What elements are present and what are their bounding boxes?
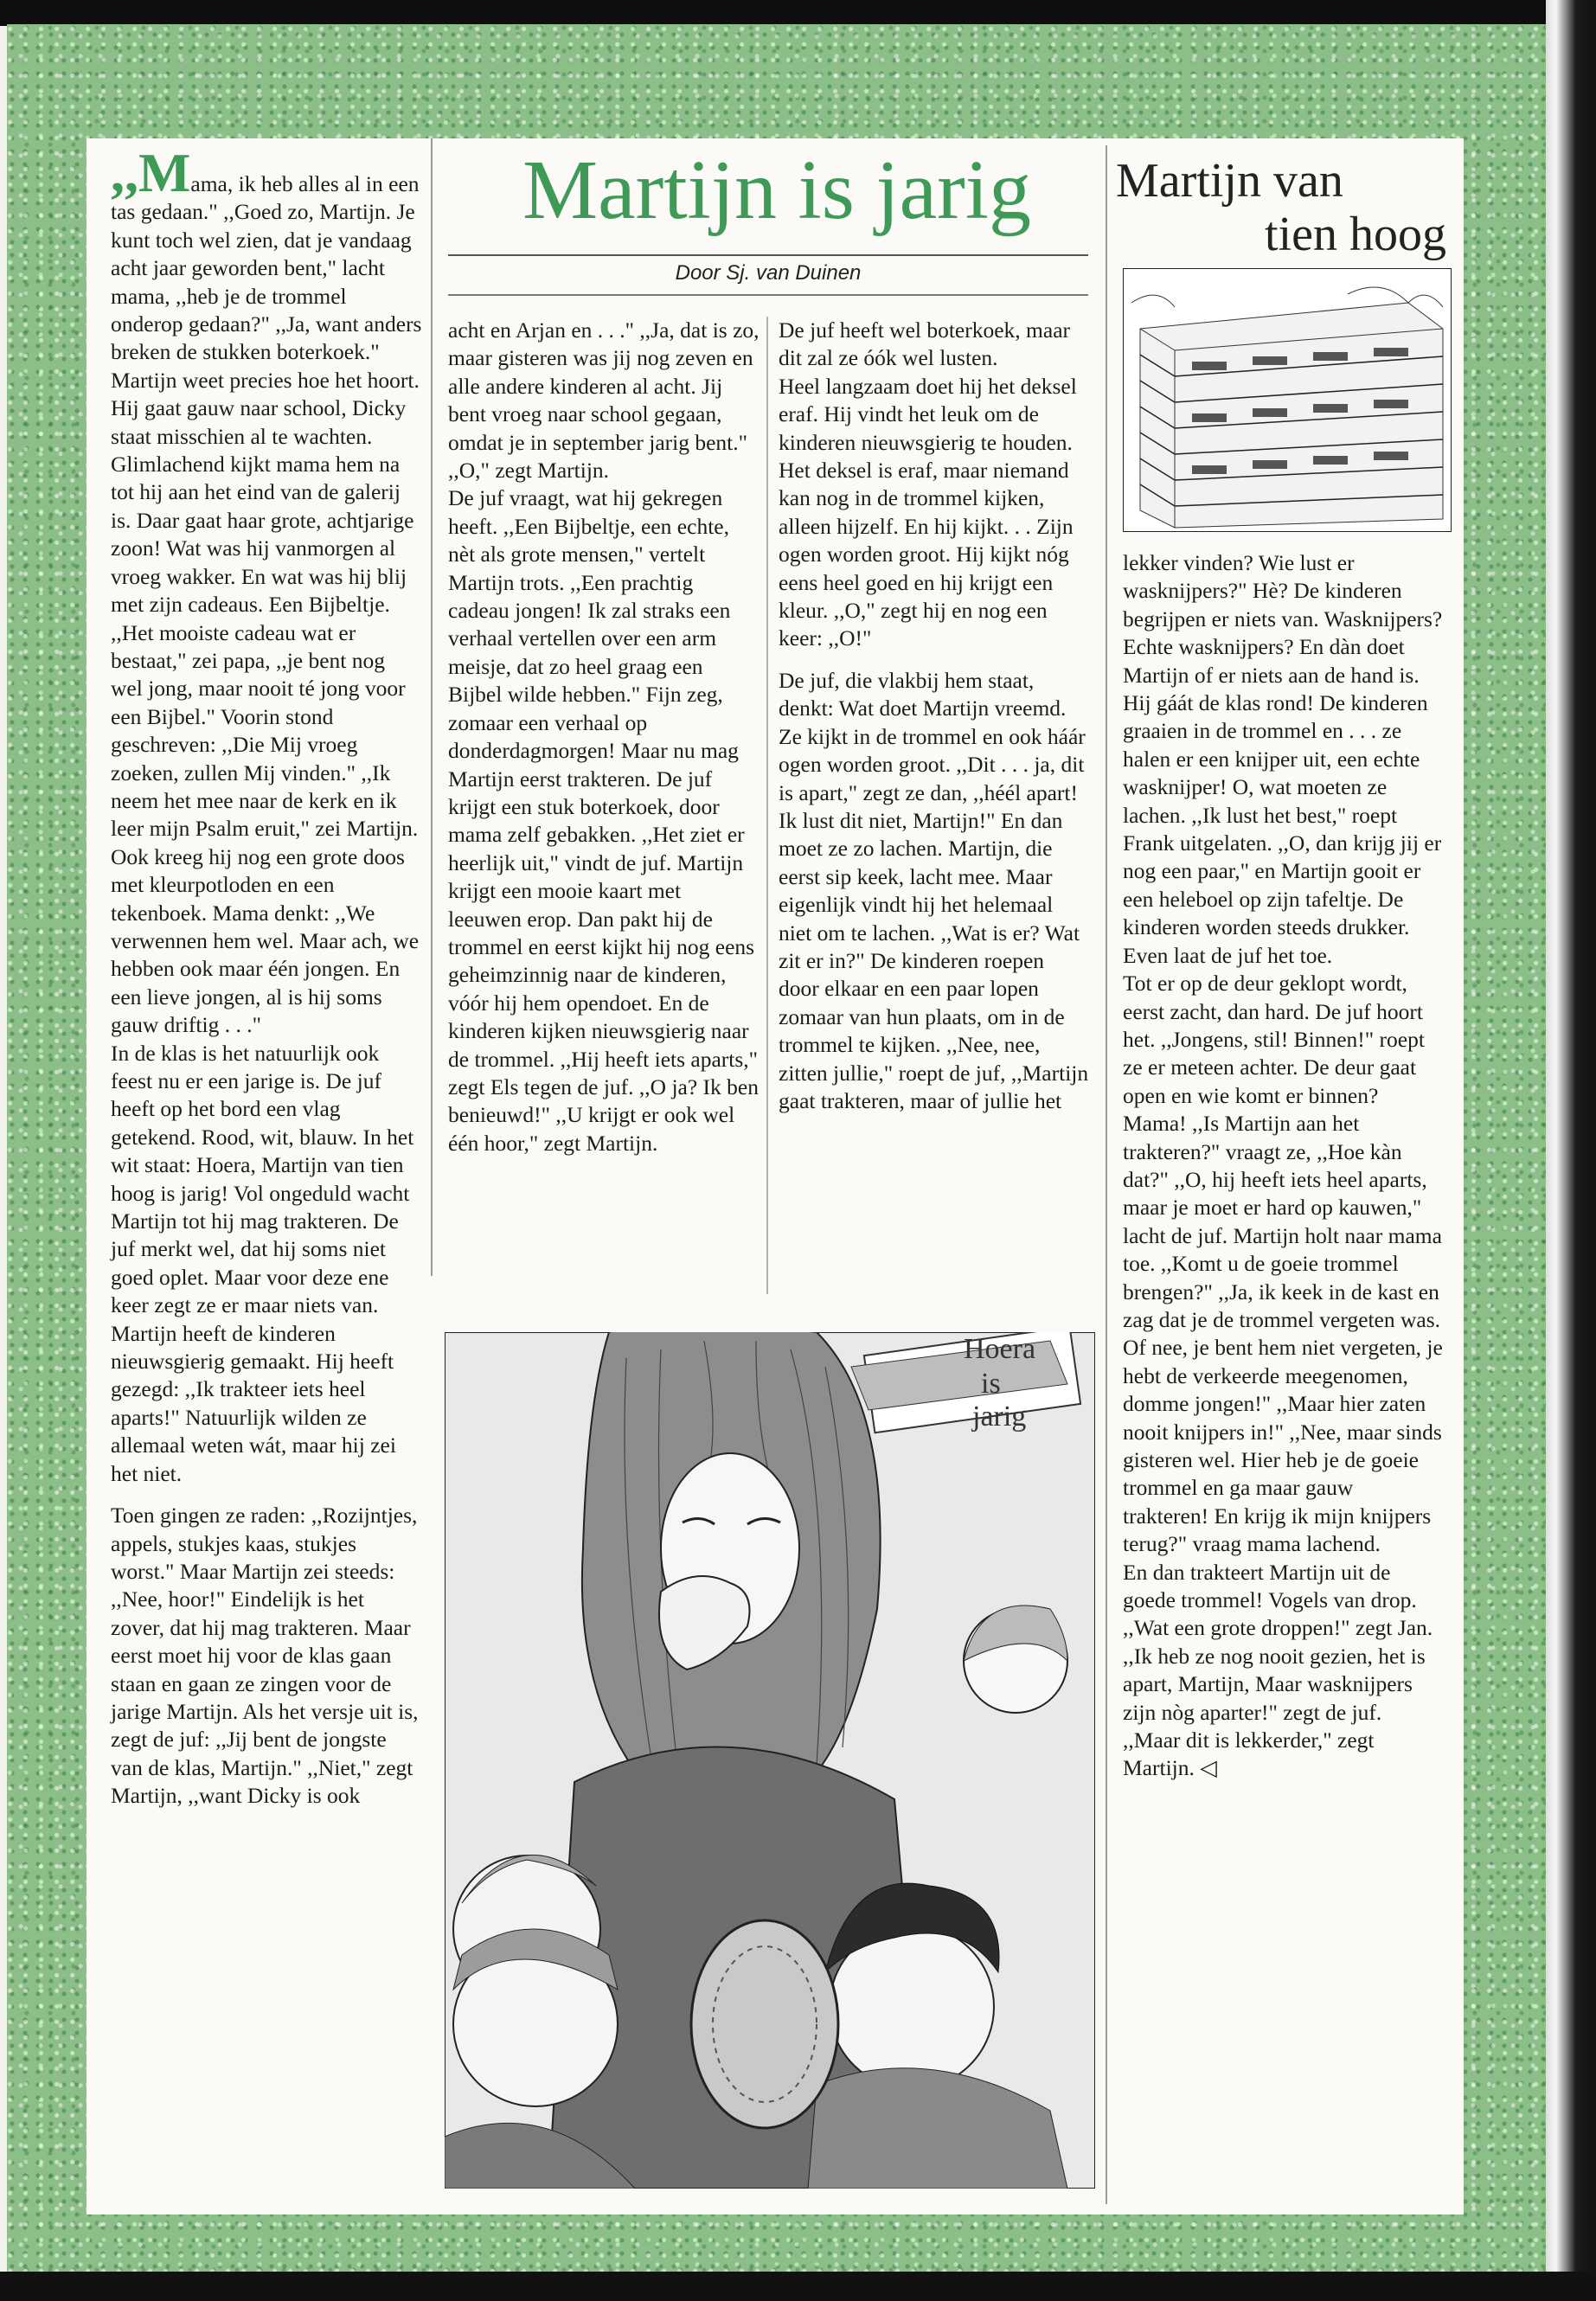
paragraph: In de klas is het natuurlijk ook feest nu er een jarige is. De juf heeft op het bord een vlag getekend. Rood, wit, blauw. In het wit staat: Hoera, Martijn van tien hoog is jarig! Vol ongeduld wacht Martijn tot hij mag trakteren. De juf merkt wel, dat hij soms niet goed oplet. Maar voor deze ene keer zegt ze er maar niets van. (111, 1040, 414, 1318)
flag-text-line1: Hoera (964, 1333, 1036, 1365)
paragraph: De juf heeft wel boterkoek, maar dit zal ze óók wel lusten. (779, 317, 1071, 371)
paragraph: lekker vinden? Wie lust er wasknijpers?" Hè? De kinderen begrijpen er niets van. Wasknijpers? Echte wasknijpers? En dàn doet Martijn of er niets aan de hand is. Hij gáát de klas rond! De kinderen graaien in de trommel en . . . ze halen er een knijper uit, een echte wasknijper! O, wat moeten ze lachen. ,,Ik lust het best," roept Frank uitgelaten. ,,O, dan krijg jij er nog een paar," en Martijn gooit er een heleboel op zijn tafeltje. De kinderen worden steeds drukker. Even laat de juf het toe. (1123, 550, 1443, 968)
column-divider (766, 317, 768, 1294)
paragraph-text: En dan trakteert Martijn uit de goede trommel! Vogels van drop. ,,Wat een grote droppen!" zegt Jan. ,,Ik heb ze nog nooit gezien, het is apart, Martijn, Maar wasknijpers zijn nòg aparter!" zegt de juf. ,,Maar dit is lekkerder," zegt Martijn. (1123, 1559, 1433, 1781)
byline-rule (448, 294, 1088, 296)
classroom-illustration (445, 1332, 1095, 2189)
paragraph: De juf vraagt, wat hij gekregen heeft. ,,Een Bijbeltje, een echte, nèt als grote mensen," vertelt Martijn trots. ,,Een prachtig cadeau jongen! Ik zal straks een verhaal vertellen over een arm meisje, dat zo heel graag een Bijbel wilde hebben." Fijn zeg, zomaar een verhaal op donderdagmorgen! Maar nu mag Martijn eerst trakteren. De juf krijgt een stuk boterkoek, door mama zelf gebakken. ,,Het ziet er heerlijk uit," vindt de juf. Martijn krijgt een mooie kaart met leeuwen erop. Dan pakt hij de trommel en eerst kijkt hij nog eens geheimzinnig naar de kinderen, vóór hij hem opendoet. En de kinderen kijken nieuwsgierig naar de trommel. ,,Hij heeft iets aparts," zegt Els tegen de juf. ,,O ja? Ik ben benieuwd!" ,,U krijgt er ook wel één hoor," zegt Martijn. (448, 485, 759, 1156)
column-1 (111, 142, 422, 1811)
article-panel (87, 138, 1464, 2214)
sidebar-heading-line1: Martijn van (1116, 154, 1343, 208)
column-2 (448, 317, 760, 1157)
paragraph: De juf, die vlakbij hem staat, denkt: Wat doet Martijn vreemd. Ze kijkt in de trommel en ook háár ogen worden groot. ,,Dit . . . ja, dit is apart," zegt ze dan, ,,héél apart! Ik lust dit niet, Martijn!" En dan moet ze zo lachen. Martijn, die eerst sip keek, lacht mee. Maar eigenlijk vindt hij het helemaal niet om te lachen. ,,Wat is er? Wat zit er in?" De kinderen roepen door elkaar en een paar lopen zomaar van hun plaats, om in de trommel te kijken. ,,Nee, nee, zitten jullie," roept de juf, ,,Martijn gaat trakteren, maar of jullie het (779, 667, 1089, 1113)
paragraph: Tot er op de deur geklopt wordt, eerst zacht, dan hard. De juf hoort het. ,,Jongens, stil! Binnen!" roept ze er meteen achter. De deur gaat open en wie komt er binnen? Mama! ,,Is Martijn aan het trakteren?" vraagt ze, ,,Hoe kàn dat?" ,,O, hij heeft iets heel aparts, maar je moet er hard op kauwen," lacht de juf. Martijn holt naar mama toe. ,,Komt u de goeie trommel brengen?" ,,Ja, ik keek in de kast en zag dat je de trommel vergeten was. Of nee, je bent hem niet vergeten, je hebt de verkeerde meegenomen, domme jongen!" ,,Maar hier zaten nooit knijpers in!" ,,Nee, maar sinds gisteren wel. Hier heb je de goeie trommel en ga maar gauw trakteren! En krijg ik mijn knijpers terug?" vraag mama lachend. (1123, 971, 1443, 1557)
dropcap-letter: M (138, 142, 191, 203)
paragraph (1123, 1559, 1443, 1783)
dropcap (111, 142, 190, 203)
column-3 (779, 317, 1090, 1115)
column-divider (1106, 145, 1107, 2204)
dropcap-quote: ,, (111, 142, 138, 203)
scan-edge-right (1546, 0, 1596, 2301)
paragraph: Martijn heeft de kinderen nieuwsgierig gemaakt. Hij heeft gezegd: ,,Ik trakteer iets heel aparts!" Natuurlijk wilden ze allemaal weten wát, maar hij zei het niet. (111, 1320, 396, 1486)
scan-edge-top (0, 0, 1596, 26)
paragraph: acht en Arjan en . . ." ,,Ja, dat is zo, maar gisteren was jij nog zeven en alle andere kinderen al acht. Jij bent vroeg naar school gegaan, omdat je in september jarig bent." ,,O," zegt Martijn. (448, 317, 760, 484)
end-mark-icon: ◁ (1200, 1755, 1217, 1781)
title-rule (448, 254, 1088, 256)
flag-text-line2: is (981, 1368, 1001, 1400)
sidebar-heading-line2: tien hoog (1265, 208, 1446, 261)
column-4 (1123, 549, 1443, 1783)
byline: Door Sj. van Duinen (675, 261, 862, 285)
sidebar-heading (1116, 154, 1453, 261)
scan-edge-bottom (0, 2272, 1596, 2301)
flag-text-line3: jarig (972, 1400, 1027, 1433)
paragraph-text: ama, ik heb alles al in een tas gedaan." ,,Goed zo, Martijn. Je kunt toch wel zien, dat je vandaag acht jaar geworden bent," lacht mama, ,,heb je de trommel onderop gedaan?" ,,Ja, want anders breken de stukken boterkoek." Martijn weet precies hoe het hoort. Hij gaat gauw naar school, Dicky staat misschien al te wachten. Glimlachend kijkt mama hem na tot hij aan het eind van de galerij is. Daar gaat haar grote, achtjarige zoon! Wat was hij vanmorgen al vroeg wakker. En wat was hij blij met zijn cadeaus. Een Bijbeltje. ,,Het mooiste cadeau wat er bestaat," zei papa, ,,je bent nog wel jong, maar nooit té jong voor een Bijbel." Voorin stond geschreven: ,,Die Mij vroeg zoeken, zullen Mij vinden." ,,Ik neem het mee naar de kerk en ik leer mijn Psalm eruit," zei Martijn. Ook kreeg hij nog een grote doos met kleurpotloden en een tekenboek. Mama denkt: ,,We verwennen hem wel. Maar ach, we hebben ook maar één jongen. En een lieve jongen, al is hij soms gauw driftig . . ." (111, 171, 422, 1038)
paragraph: Heel langzaam doet hij het deksel eraf. Hij vindt het leuk om de kinderen nieuwsgierig te houden. Het deksel is eraf, maar niemand kan nog in de trommel kijken, alleen hijzelf. En hij kijkt. . . Zijn ogen worden groot. Hij kijkt nóg eens heel goed en hij krijgt een kleur. ,,O," zegt hij en nog een keer: ,,O!" (779, 373, 1077, 651)
paragraph (111, 142, 422, 1040)
paragraph: Toen gingen ze raden: ,,Rozijntjes, appels, stukjes kaas, stukjes worst." Maar Martijn zei steeds: ,,Nee, hoor!" Eindelijk is het zover, dat hij mag trakteren. Maar eerst moet hij voor de klas gaan staan en gaan ze zingen voor de jarige Martijn. Als het versje uit is, zegt de juf: ,,Jij bent de jongste van de klas, Martijn." ,,Niet," zegt Martijn, ,,want Dicky is ook (111, 1503, 419, 1809)
article-title: Martijn is jarig (522, 144, 1031, 237)
apartment-building-illustration (1123, 268, 1452, 532)
column-divider (431, 138, 433, 1276)
